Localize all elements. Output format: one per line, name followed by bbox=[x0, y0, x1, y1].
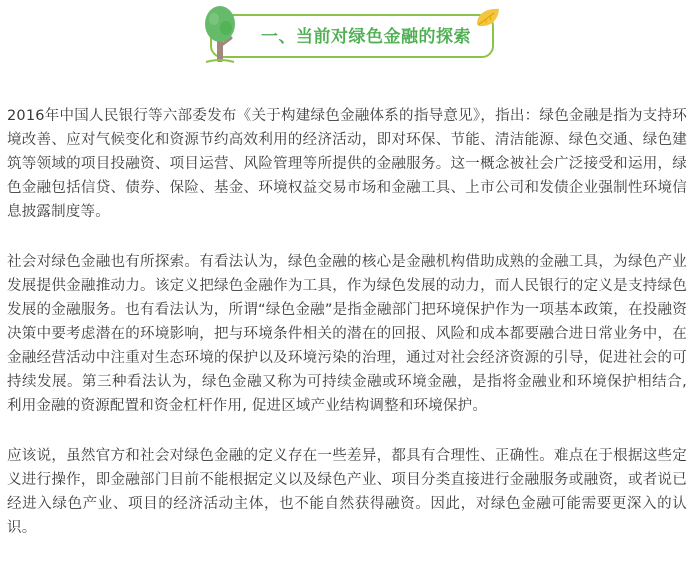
section-header bbox=[0, 0, 694, 72]
section-title-banner bbox=[210, 14, 494, 58]
paragraph-3: 应该说，虽然官方和社会对绿色金融的定义存在一些差异，都具有合理性、正确性。难点在于根据这些定义进行操作，即金融部门目前不能根据定义以及绿色产业、项目分类直接进行金融服务或融资，或者说已经进入绿色产业、项目的经济活动主体，也不能自然获得融资。因此，对绿色金融可能需要更深入的认识。 bbox=[7, 448, 687, 536]
tree-icon bbox=[200, 4, 240, 66]
article-body bbox=[7, 104, 687, 566]
section-title: 一、当前对绿色金融的探索 bbox=[261, 27, 471, 47]
leaf-icon bbox=[474, 6, 502, 30]
paragraph-2: 社会对绿色金融也有所探索。有看法认为，绿色金融的核心是金融机构借助成熟的金融工具，为绿色产业发展提供金融推动力。该定义把绿色金融作为工具，作为绿色发展的动力，而人民银行的定义是支持绿色发展的金融服务。也有看法认为，所谓“绿色金融”是指金融部门把环境保护作为一项基本政策，在投融资决策中要考虑潜在的环境影响，把与环境条件相关的潜在的回报、风险和成本都要融合进日常业务中，在金融经营活动中注重对生态环境的保护以及环境污染的治理，通过对社会经济资源的引导，促进社会的可持续发展。第三种看法认为，绿色金融又称为可持续金融或环境金融，是指将金融业和环境保护相结合, 利用金融的资源配置和资金杠杆作用, 促进区域产业结构调整和环境保护。 bbox=[7, 254, 687, 414]
paragraph-1: 2016年中国人民银行等六部委发布《关于构建绿色金融体系的指导意见》，指出：绿色金融是指为支持环境改善、应对气候变化和资源节约高效利用的经济活动，即对环保、节能、清洁能源、绿色交通、绿色建筑等领域的项目投融资、项目运营、风险管理等所提供的金融服务。这一概念被社会广泛接受和运用，绿色金融包括信贷、债券、保险、基金、环境权益交易市场和金融工具、上市公司和发债企业强制性环境信息披露制度等。 bbox=[7, 108, 687, 220]
